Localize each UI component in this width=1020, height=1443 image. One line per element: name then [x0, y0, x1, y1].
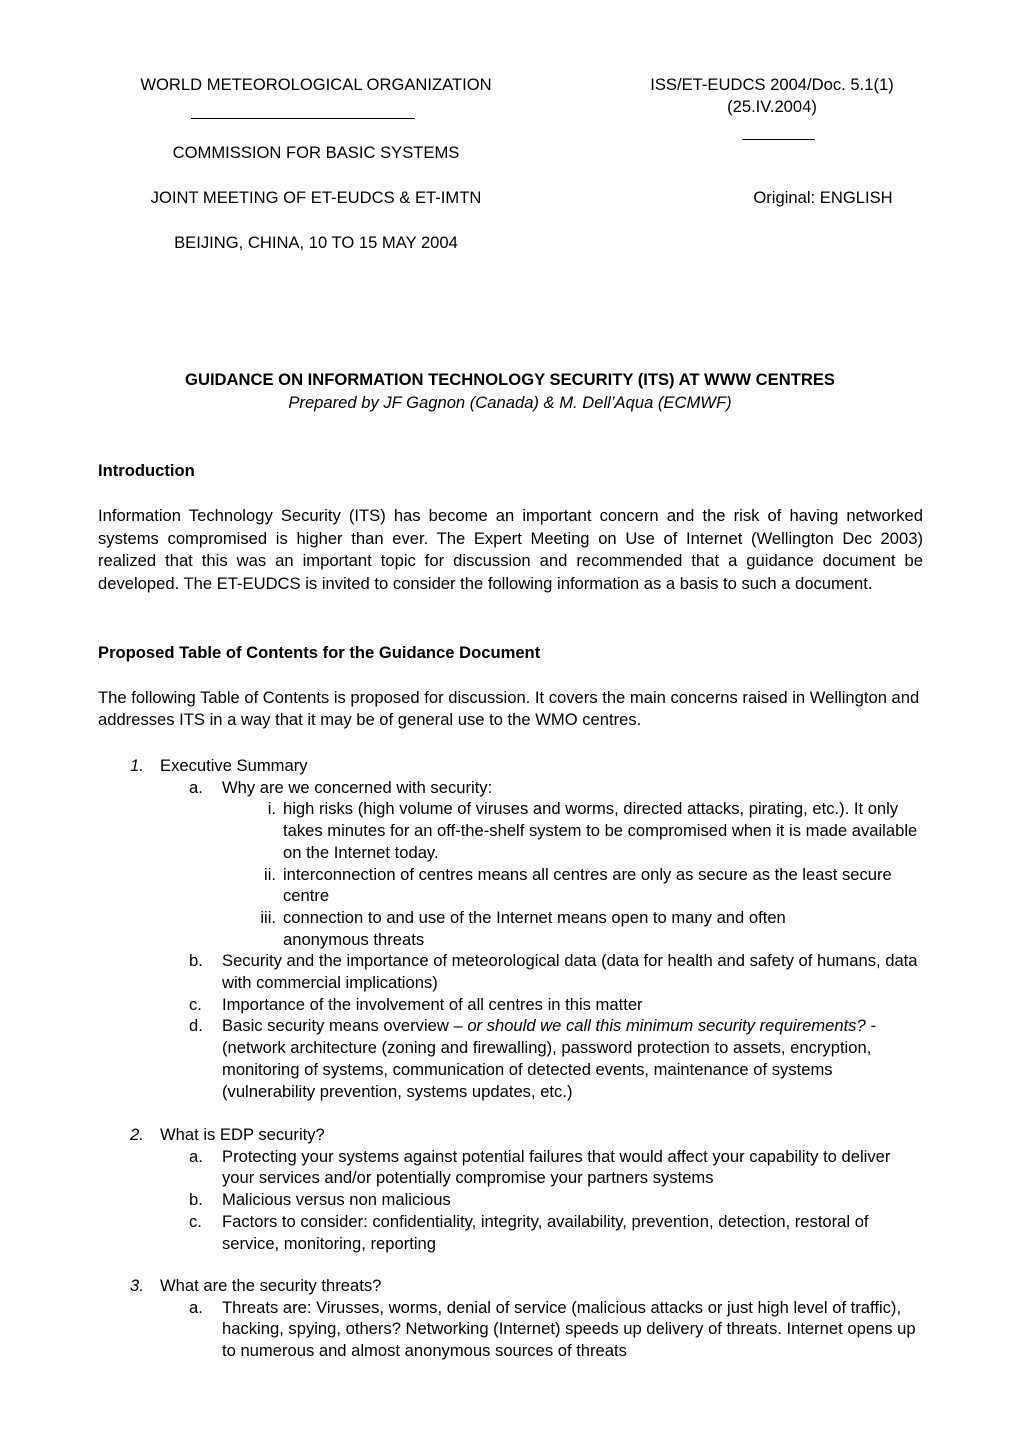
- section-title: Executive Summary: [160, 756, 308, 775]
- document-title: GUIDANCE ON INFORMATION TECHNOLOGY SECURITY (ITS) AT WWW CENTRES: [185, 370, 835, 389]
- meeting-name: JOINT MEETING OF ET-EUDCS & ET-IMTN: [150, 188, 482, 207]
- toc-heading: Proposed Table of Contents for the Guidance Document: [98, 643, 541, 662]
- list-item: Malicious versus non malicious: [222, 1190, 451, 1210]
- section-number: 2.: [130, 1125, 144, 1144]
- document-subtitle: Prepared by JF Gagnon (Canada) & M. Dell’Aqua (ECMWF): [288, 393, 732, 412]
- item-number: a.: [189, 1297, 203, 1317]
- item-number: d.: [189, 1016, 203, 1036]
- document-reference: ISS/ET-EUDCS 2004/Doc. 5.1(1): [650, 75, 894, 94]
- meeting-location: BEIJING, CHINA, 10 TO 15 MAY 2004: [174, 233, 458, 252]
- list-subitem: connection to and use of the Internet means open to many and often anonymous threats: [283, 907, 786, 949]
- commission-name: COMMISSION FOR BASIC SYSTEMS: [172, 143, 460, 162]
- list-item: Factors to consider: confidentiality, integrity, availability, prevention, detection, restoral of service, monitoring, reporting: [222, 1211, 869, 1253]
- subitem-number: i.: [267, 799, 276, 819]
- organization-name: WORLD METEOROLOGICAL ORGANIZATION: [140, 75, 492, 94]
- document-date: (25.IV.2004): [727, 97, 817, 116]
- section-2: [98, 1124, 923, 1254]
- item-number: b.: [189, 1190, 203, 1210]
- item-number: c.: [189, 994, 202, 1014]
- section-title: What are the security threats?: [160, 1276, 382, 1295]
- divider: [191, 118, 415, 119]
- section-3: [98, 1275, 923, 1362]
- original-language: Original: ENGLISH: [753, 188, 893, 207]
- subitem-number: ii.: [264, 864, 276, 884]
- item-number: c.: [189, 1211, 202, 1231]
- item-number: a.: [189, 777, 203, 797]
- list-subitem: interconnection of centres means all centres are only as secure as the least secure centre: [283, 864, 892, 906]
- intro-heading: Introduction: [98, 461, 195, 480]
- section-number: 1.: [130, 756, 144, 775]
- section-title: What is EDP security?: [160, 1125, 325, 1144]
- list-item: Threats are: Virusses, worms, denial of service (malicious attacks or just high level of traffic), hacking, spying, others? Networking (Internet) speeds up delivery of threats. Internet opens up to numerous and almost anonymous sources of threats: [222, 1297, 916, 1361]
- section-number: 3.: [130, 1276, 144, 1295]
- item-number: b.: [189, 951, 203, 971]
- list-item: Security and the importance of meteorological data (data for health and safety of humans, data with commercial implications): [222, 951, 918, 993]
- toc-paragraph: The following Table of Contents is proposed for discussion. It covers the main concerns raised in Wellington and addresses ITS in a way that it may be of general use to the WMO centres.: [98, 688, 920, 729]
- list-item: Why are we concerned with security:: [222, 777, 493, 797]
- list-item-italic: or should we call this minimum security requirements? -: [467, 1016, 876, 1036]
- list-subitem: high risks (high volume of viruses and worms, directed attacks, pirating, etc.). It only takes minutes for an off-the-shelf system to be compromised when it is made available on the Internet today.: [283, 799, 918, 862]
- list-item-rest: (network architecture (zoning and firewalling), password protection to assets, encryption, monitoring of systems, communication of detected events, maintenance of systems (vulnerability prevention, systems updates, etc.): [222, 1038, 872, 1101]
- list-item: Basic security means overview –: [222, 1016, 468, 1036]
- list-item: Importance of the involvement of all centres in this matter: [222, 994, 643, 1014]
- list-item: Protecting your systems against potential failures that would affect your capability to deliver your services and/or potentially compromise your partners systems: [222, 1146, 891, 1188]
- item-number: a.: [189, 1146, 203, 1166]
- section-1: [98, 755, 923, 1102]
- intro-paragraph: Information Technology Security (ITS) has become an important concern and the risk of having networked systems compromised is higher than ever. The Expert Meeting on Use of Internet (Wellington Dec 2003) realized that this was an important topic for discussion and recommended that a guidance document be developed. The ET-EUDCS is invited to consider the following information as a basis to such a document.: [98, 506, 923, 594]
- subitem-number: iii.: [260, 907, 276, 927]
- divider: [742, 139, 815, 140]
